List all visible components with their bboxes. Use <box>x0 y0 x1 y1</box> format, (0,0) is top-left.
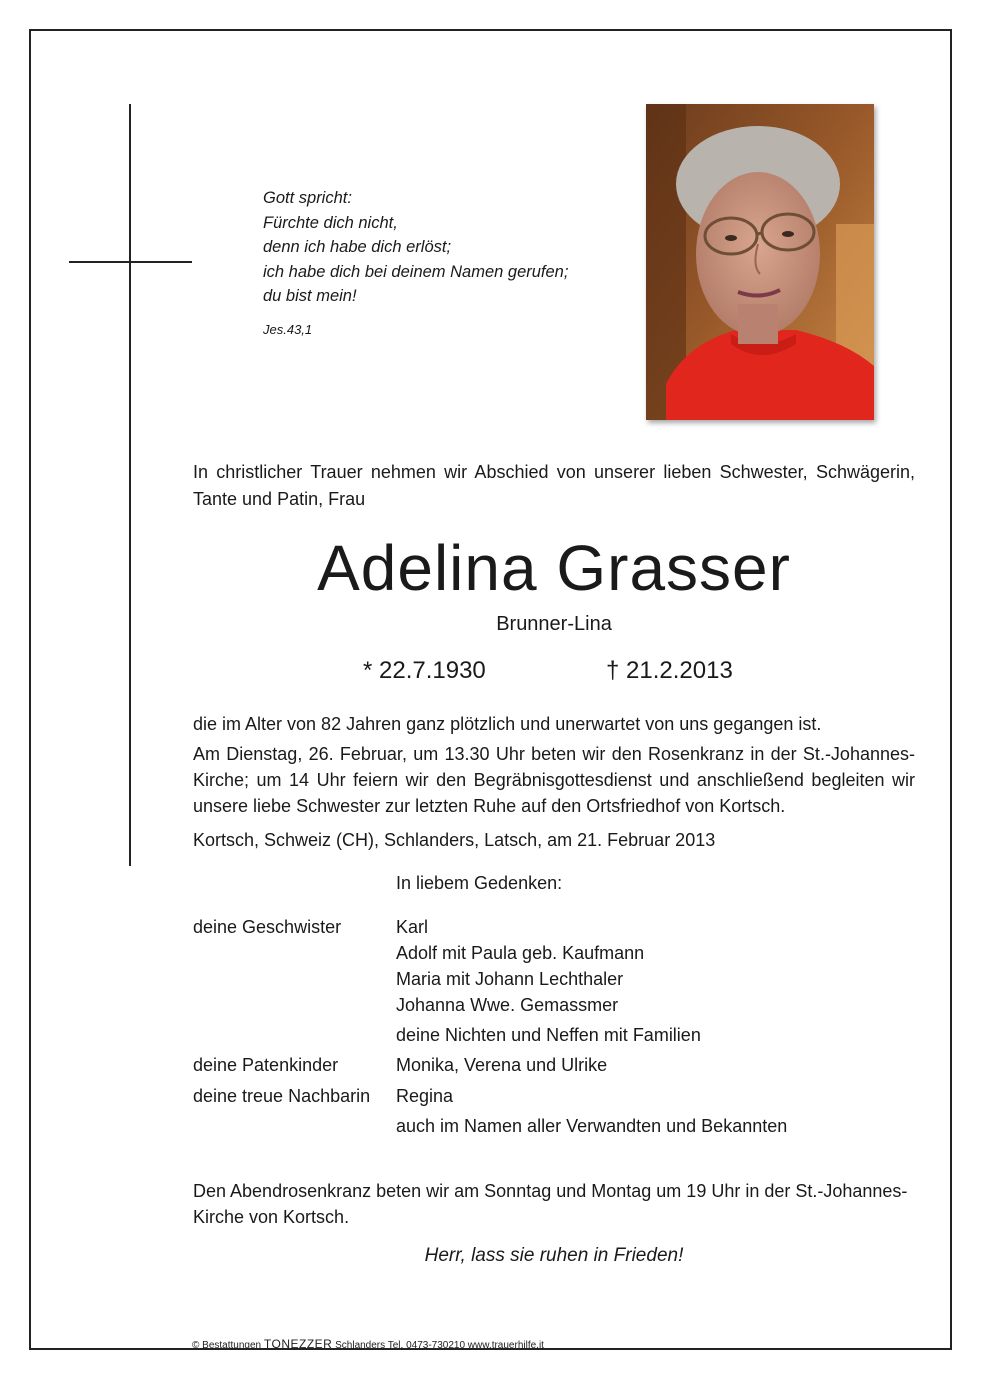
sibling-name: Karl <box>396 917 429 937</box>
relatives-line: auch im Namen aller Verwandten und Bekannten <box>396 1116 788 1136</box>
birth-date: * 22.7.1930 <box>363 657 486 684</box>
place-date: Kortsch, Schweiz (CH), Schlanders, Latsch, am 21. Februar 2013 <box>193 830 716 850</box>
service-paragraph: Am Dienstag, 26. Februar, um 13.30 Uhr beten wir den Rosenkranz in der St.-Johannes-Kirche; um 14 Uhr feiern wir den Begräbnisgottesdienst und anschließend begleiten wir unsere liebe Schwester zur letzten Ruhe auf den Ortsfriedhof von Kortsch. <box>193 744 915 816</box>
closing-prayer: Herr, lass sie ruhen in Frieden! <box>424 1245 684 1266</box>
sibling-name: Johanna Wwe. Gemassmer <box>396 995 619 1015</box>
footer-contact: Schlanders Tel. 0473-730210 www.trauerhilfe.it <box>335 1340 544 1351</box>
intro-text: In christlicher Trauer nehmen wir Abschied von unserer lieben Schwester, Schwägerin, Tante und Patin, Frau <box>193 462 915 509</box>
sibling-name: Adolf mit Paula geb. Kaufmann <box>396 943 645 963</box>
death-date: † 21.2.2013 <box>606 657 733 684</box>
bible-verse <box>263 186 568 309</box>
footer-brand: TONEZZER <box>263 1337 333 1351</box>
age-paragraph: die im Alter von 82 Jahren ganz plötzlich und unerwartet von uns gegangen ist. <box>193 714 822 734</box>
sibling-name: Maria mit Johann Lechthaler <box>396 969 624 989</box>
verse-reference: Jes.43,1 <box>263 322 313 337</box>
verse-line: Fürchte dich nicht, <box>263 213 398 232</box>
closing-text: Den Abendrosenkranz beten wir am Sonntag und Montag um 19 Uhr in der St.-Johannes-Kirche von Kortsch. <box>193 1181 908 1227</box>
portrait-photo <box>646 104 874 420</box>
memory-heading: In liebem Gedenken: <box>396 873 563 893</box>
footer-prefix: © Bestattungen <box>192 1340 262 1351</box>
deceased-name: Adelina Grasser <box>317 532 791 604</box>
neighbor-label: deine treue Nachbarin <box>193 1086 371 1106</box>
cross-horizontal-bar <box>69 261 192 263</box>
siblings-label: deine Geschwister <box>193 917 342 937</box>
verse-line: du bist mein! <box>263 287 357 305</box>
godchildren-label: deine Patenkinder <box>193 1055 339 1075</box>
verse-line: Gott spricht: <box>263 189 352 207</box>
verse-line: ich habe dich bei deinem Namen gerufen; <box>263 262 569 281</box>
cross-vertical-bar <box>129 104 131 866</box>
nieces-nephews: deine Nichten und Neffen mit Familien <box>396 1025 701 1045</box>
godchildren-names: Monika, Verena und Ulrike <box>396 1055 608 1075</box>
verse-line: denn ich habe dich erlöst; <box>263 238 452 256</box>
neighbor-name: Regina <box>396 1086 454 1106</box>
footer-imprint <box>192 1337 544 1351</box>
maiden-name: Brunner-Lina <box>496 613 612 635</box>
